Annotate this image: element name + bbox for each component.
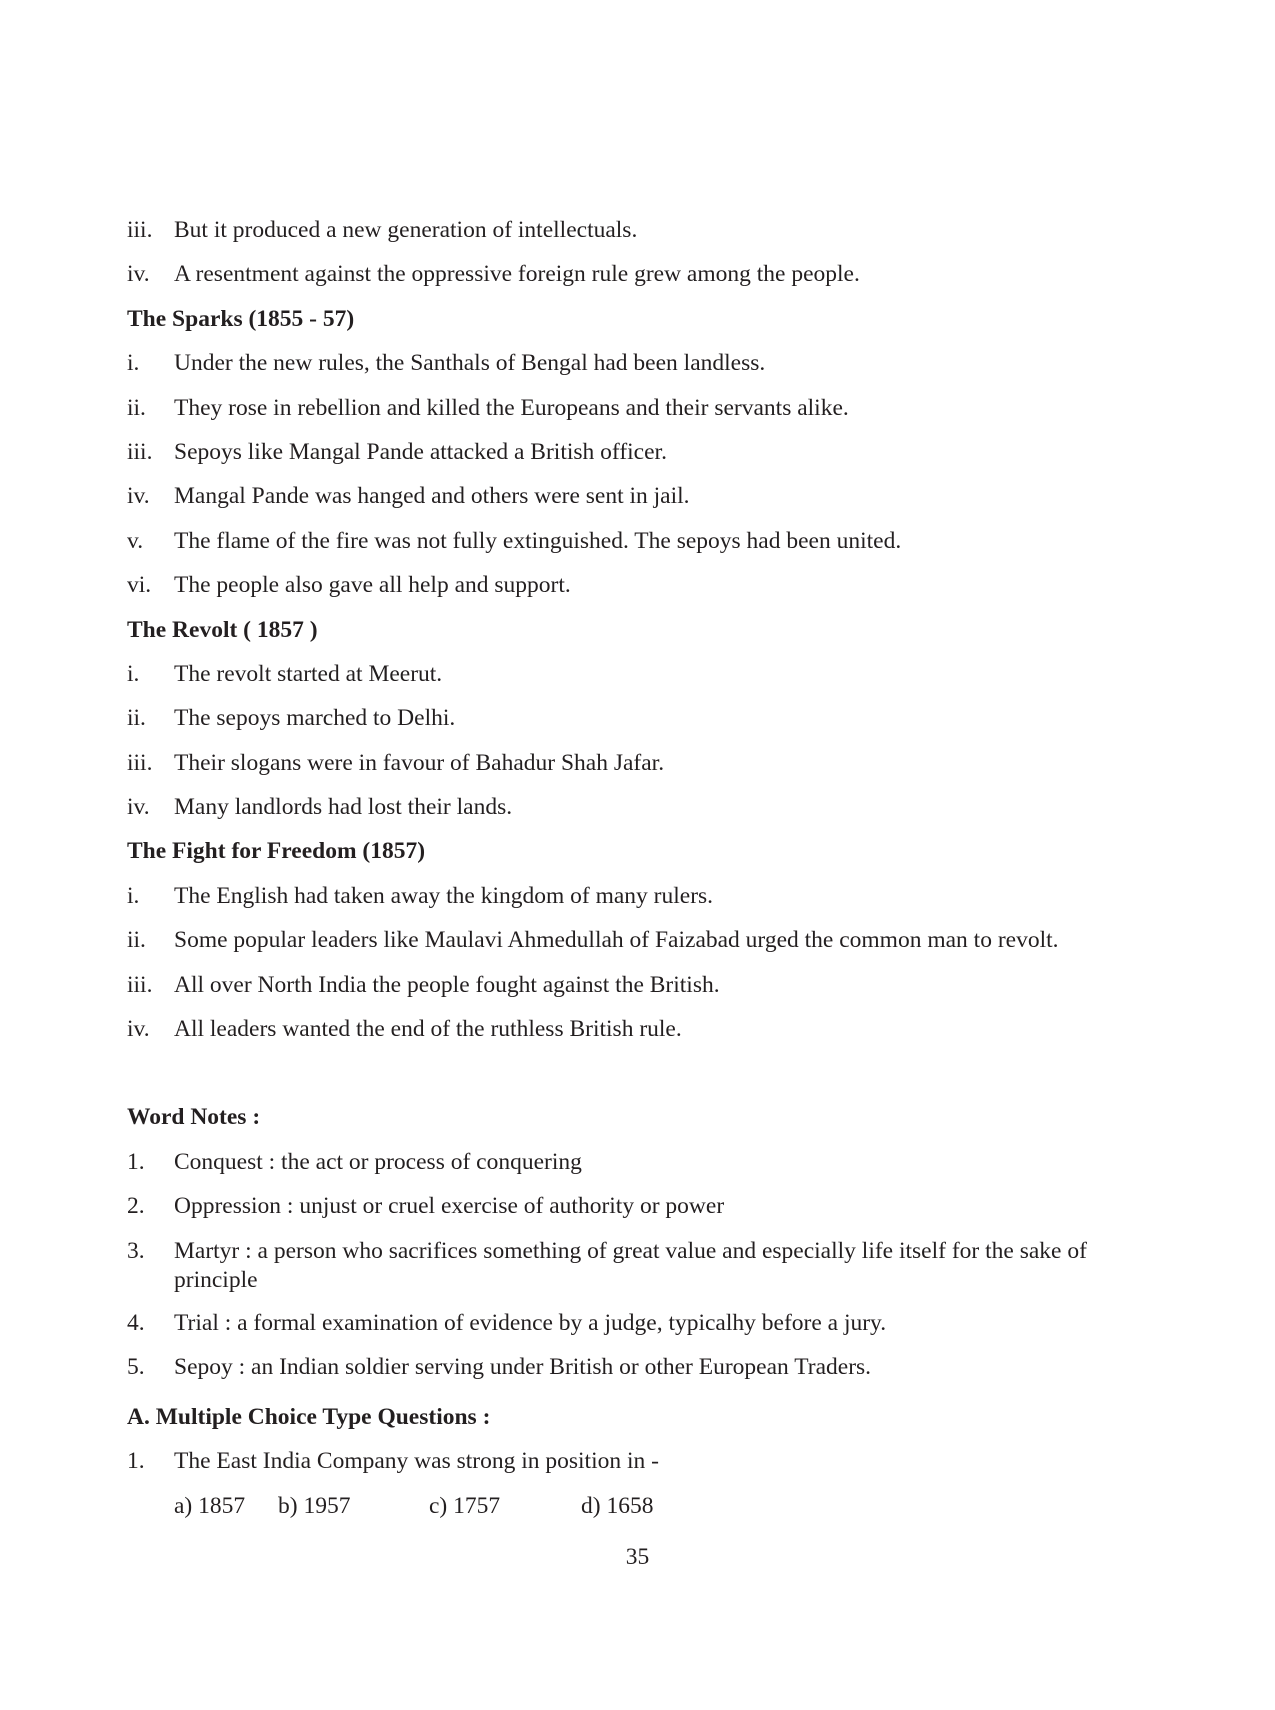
option-c: c) 1757 (429, 1492, 501, 1519)
list-text: Many landlords had lost their lands. (174, 794, 513, 821)
list-item (127, 660, 1147, 704)
list-number: i. (127, 882, 140, 909)
section-heading-freedom: The Fight for Freedom (1857) (127, 838, 426, 865)
list-number: iii. (127, 971, 153, 998)
list-item (127, 527, 1147, 571)
list-item (127, 482, 1147, 526)
list-item (127, 1309, 1147, 1353)
list-number: iv. (127, 1016, 150, 1043)
list-text: Their slogans were in favour of Bahadur Shah Jafar. (174, 749, 665, 776)
list-number: i. (127, 350, 140, 377)
list-number: vi. (127, 572, 152, 599)
list-text: Sepoys like Mangal Pande attacked a British officer. (174, 438, 667, 465)
list-text: The flame of the fire was not fully extinguished. The sepoys had been united. (174, 527, 902, 554)
page-content (127, 216, 1147, 1536)
list-text: Conquest : the act or process of conquering (174, 1148, 582, 1175)
list-text: All over North India the people fought against the British. (174, 971, 720, 998)
list-item (127, 571, 1147, 615)
list-text: All leaders wanted the end of the ruthless British rule. (174, 1016, 682, 1043)
list-number: 2. (127, 1193, 145, 1220)
list-text: Under the new rules, the Santhals of Bengal had been landless. (174, 350, 766, 377)
list-number: iv. (127, 483, 150, 510)
list-item (127, 216, 1147, 260)
list-item (127, 882, 1147, 926)
list-number: ii. (127, 705, 146, 732)
section-spacer (127, 1059, 1147, 1103)
list-item (127, 1192, 1147, 1236)
list-number: iv. (127, 794, 150, 821)
list-text: Trial : a formal examination of evidence by a judge, typicalhy before a jury. (174, 1309, 887, 1336)
list-item (127, 749, 1147, 793)
list-text: Oppression : unjust or cruel exercise of authority or power (174, 1193, 725, 1220)
page-number: 35 (625, 1544, 650, 1570)
option-b: b) 1957 (278, 1492, 351, 1519)
list-item (127, 438, 1147, 482)
list-text: They rose in rebellion and killed the Europeans and their servants alike. (174, 394, 849, 421)
list-text: Mangal Pande was hanged and others were sent in jail. (174, 483, 690, 510)
option-d: d) 1658 (581, 1492, 654, 1519)
list-text: A resentment against the oppressive foreign rule grew among the people. (174, 261, 860, 288)
question-number: 1. (127, 1448, 145, 1475)
list-number: ii. (127, 927, 146, 954)
list-text: Martyr : a person who sacrifices something of great value and especially life itself for the sake of principle (174, 1237, 1087, 1293)
list-text: The people also gave all help and support. (174, 572, 571, 599)
list-number: 5. (127, 1353, 145, 1380)
list-number: iii. (127, 749, 153, 776)
list-text: The revolt started at Meerut. (174, 660, 443, 687)
list-number: iii. (127, 438, 153, 465)
list-item (127, 1015, 1147, 1059)
list-item (127, 1148, 1147, 1192)
list-item (127, 971, 1147, 1015)
list-number: ii. (127, 394, 146, 421)
list-text: Some popular leaders like Maulavi Ahmedullah of Faizabad urged the common man to revolt. (174, 927, 1059, 954)
list-item (127, 793, 1147, 837)
section-heading-revolt: The Revolt ( 1857 ) (127, 616, 318, 643)
list-text: The English had taken away the kingdom of many rulers. (174, 882, 714, 909)
list-item (127, 349, 1147, 393)
option-a: a) 1857 (174, 1492, 246, 1519)
question-item (127, 1447, 1147, 1491)
list-item (127, 926, 1147, 970)
list-number: v. (127, 527, 144, 554)
answer-options (127, 1492, 1147, 1536)
list-text: Sepoy : an Indian soldier serving under British or other European Traders. (174, 1353, 872, 1380)
section-heading-sparks: The Sparks (1855 - 57) (127, 305, 355, 332)
list-number: iv. (127, 261, 150, 288)
list-item (127, 260, 1147, 304)
list-item (127, 1237, 1147, 1309)
list-text: But it produced a new generation of intellectuals. (174, 217, 638, 243)
section-heading-word-notes: Word Notes : (127, 1104, 261, 1131)
list-number: i. (127, 660, 140, 687)
list-number: 1. (127, 1148, 145, 1175)
section-heading-mcq: A. Multiple Choice Type Questions : (127, 1404, 491, 1431)
list-number: iii. (127, 217, 153, 243)
list-text: The sepoys marched to Delhi. (174, 705, 456, 732)
list-number: 4. (127, 1309, 145, 1336)
list-item (127, 1353, 1147, 1397)
list-item (127, 394, 1147, 438)
list-item (127, 704, 1147, 748)
list-number: 3. (127, 1237, 145, 1264)
question-text: The East India Company was strong in position in - (174, 1448, 659, 1475)
